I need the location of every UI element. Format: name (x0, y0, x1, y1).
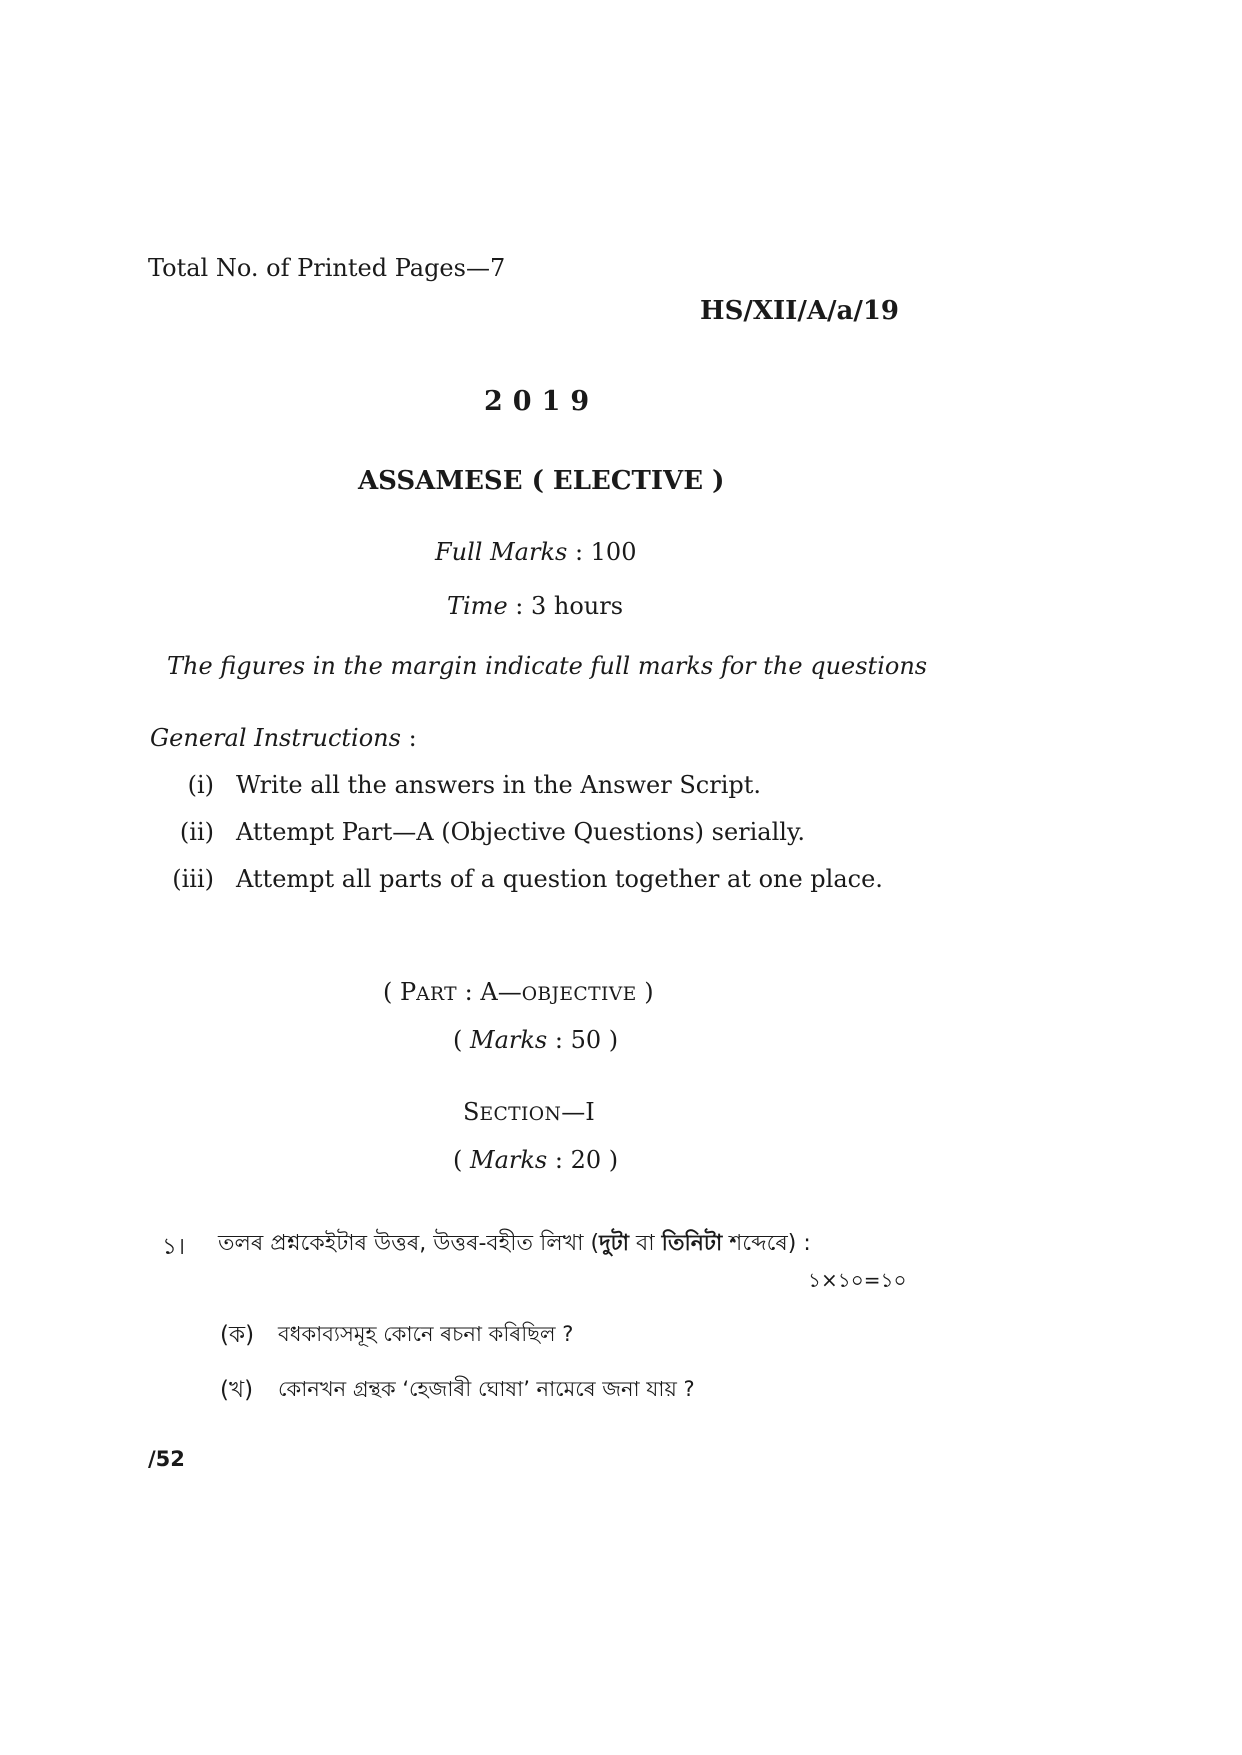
full-marks-value: : 100 (567, 538, 637, 566)
part-open: ( (383, 978, 400, 1006)
page-number: /52 (148, 1447, 185, 1471)
part-marks-open: ( (453, 1026, 470, 1054)
section-marks-label: Marks (470, 1146, 548, 1174)
general-instructions-label: General Instructions (150, 724, 401, 752)
exam-year: 2019 (484, 386, 600, 417)
sub-question-text: বধকাব্যসমূহ কোনে ৰচনা কৰিছিল ? (278, 1322, 574, 1346)
instruction-number: (ii) (179, 818, 214, 846)
instruction-text: Attempt all parts of a question together at one place. (236, 865, 883, 893)
section-marks-value: : 20 ) (547, 1146, 619, 1174)
instruction-number: (i) (187, 771, 214, 799)
question-text-a: তলৰ প্ৰশ্নকেইটাৰ উত্তৰ, উত্তৰ-বহীত লিখা ( (218, 1231, 600, 1256)
question-text (218, 1226, 811, 1263)
question-text-c: শব্দেৰে) : (722, 1231, 811, 1256)
time-value: : 3 hours (507, 592, 624, 620)
part-marks (453, 1026, 618, 1054)
question-text-b: বা (629, 1231, 662, 1256)
question-bold-2: তিনিটা (661, 1231, 723, 1256)
section-s: S (463, 1098, 480, 1126)
question-number: ১। (162, 1234, 186, 1260)
part-heading (383, 978, 654, 1006)
part-marks-value: : 50 ) (547, 1026, 619, 1054)
part-objective: OBJECTIVE (521, 984, 637, 1005)
part-mid: : A— (457, 978, 522, 1006)
section-heading (463, 1098, 595, 1126)
instruction-text: Attempt Part—A (Objective Questions) serially. (236, 818, 805, 846)
question-bold-1: দুটা (599, 1231, 630, 1256)
part-p: P (400, 978, 417, 1006)
instruction-number: (iii) (172, 865, 214, 893)
full-marks-label: Full Marks (435, 538, 568, 566)
exam-subject: ASSAMESE ( ELECTIVE ) (358, 466, 725, 496)
instruction-text: Write all the answers in the Answer Script. (236, 771, 761, 799)
general-instructions-heading (150, 724, 417, 752)
part-close: ) (636, 978, 654, 1006)
full-marks (435, 538, 636, 566)
part-marks-label: Marks (470, 1026, 548, 1054)
section-small: ECTION (479, 1104, 562, 1125)
section-marks (453, 1146, 618, 1174)
question-marks: ১×১০=১০ (808, 1268, 907, 1292)
section-suffix: —I (561, 1098, 595, 1126)
general-instructions-colon: : (400, 724, 417, 752)
paper-code: HS/XII/A/a/19 (700, 296, 900, 326)
part-p-small: ART (416, 984, 458, 1005)
sub-question-text: কোনখন গ্ৰন্থক ‘হেজাৰী ঘোষা’ নামেৰে জনা যায় ? (278, 1377, 695, 1401)
time-label: Time (447, 592, 508, 620)
exam-time (447, 592, 623, 620)
section-marks-open: ( (453, 1146, 470, 1174)
sub-question-label: (ক) (220, 1322, 255, 1348)
total-printed-pages: Total No. of Printed Pages—7 (148, 254, 506, 282)
sub-question-label: (খ) (220, 1377, 254, 1403)
margin-note: The figures in the margin indicate full marks for the questions (167, 652, 928, 680)
